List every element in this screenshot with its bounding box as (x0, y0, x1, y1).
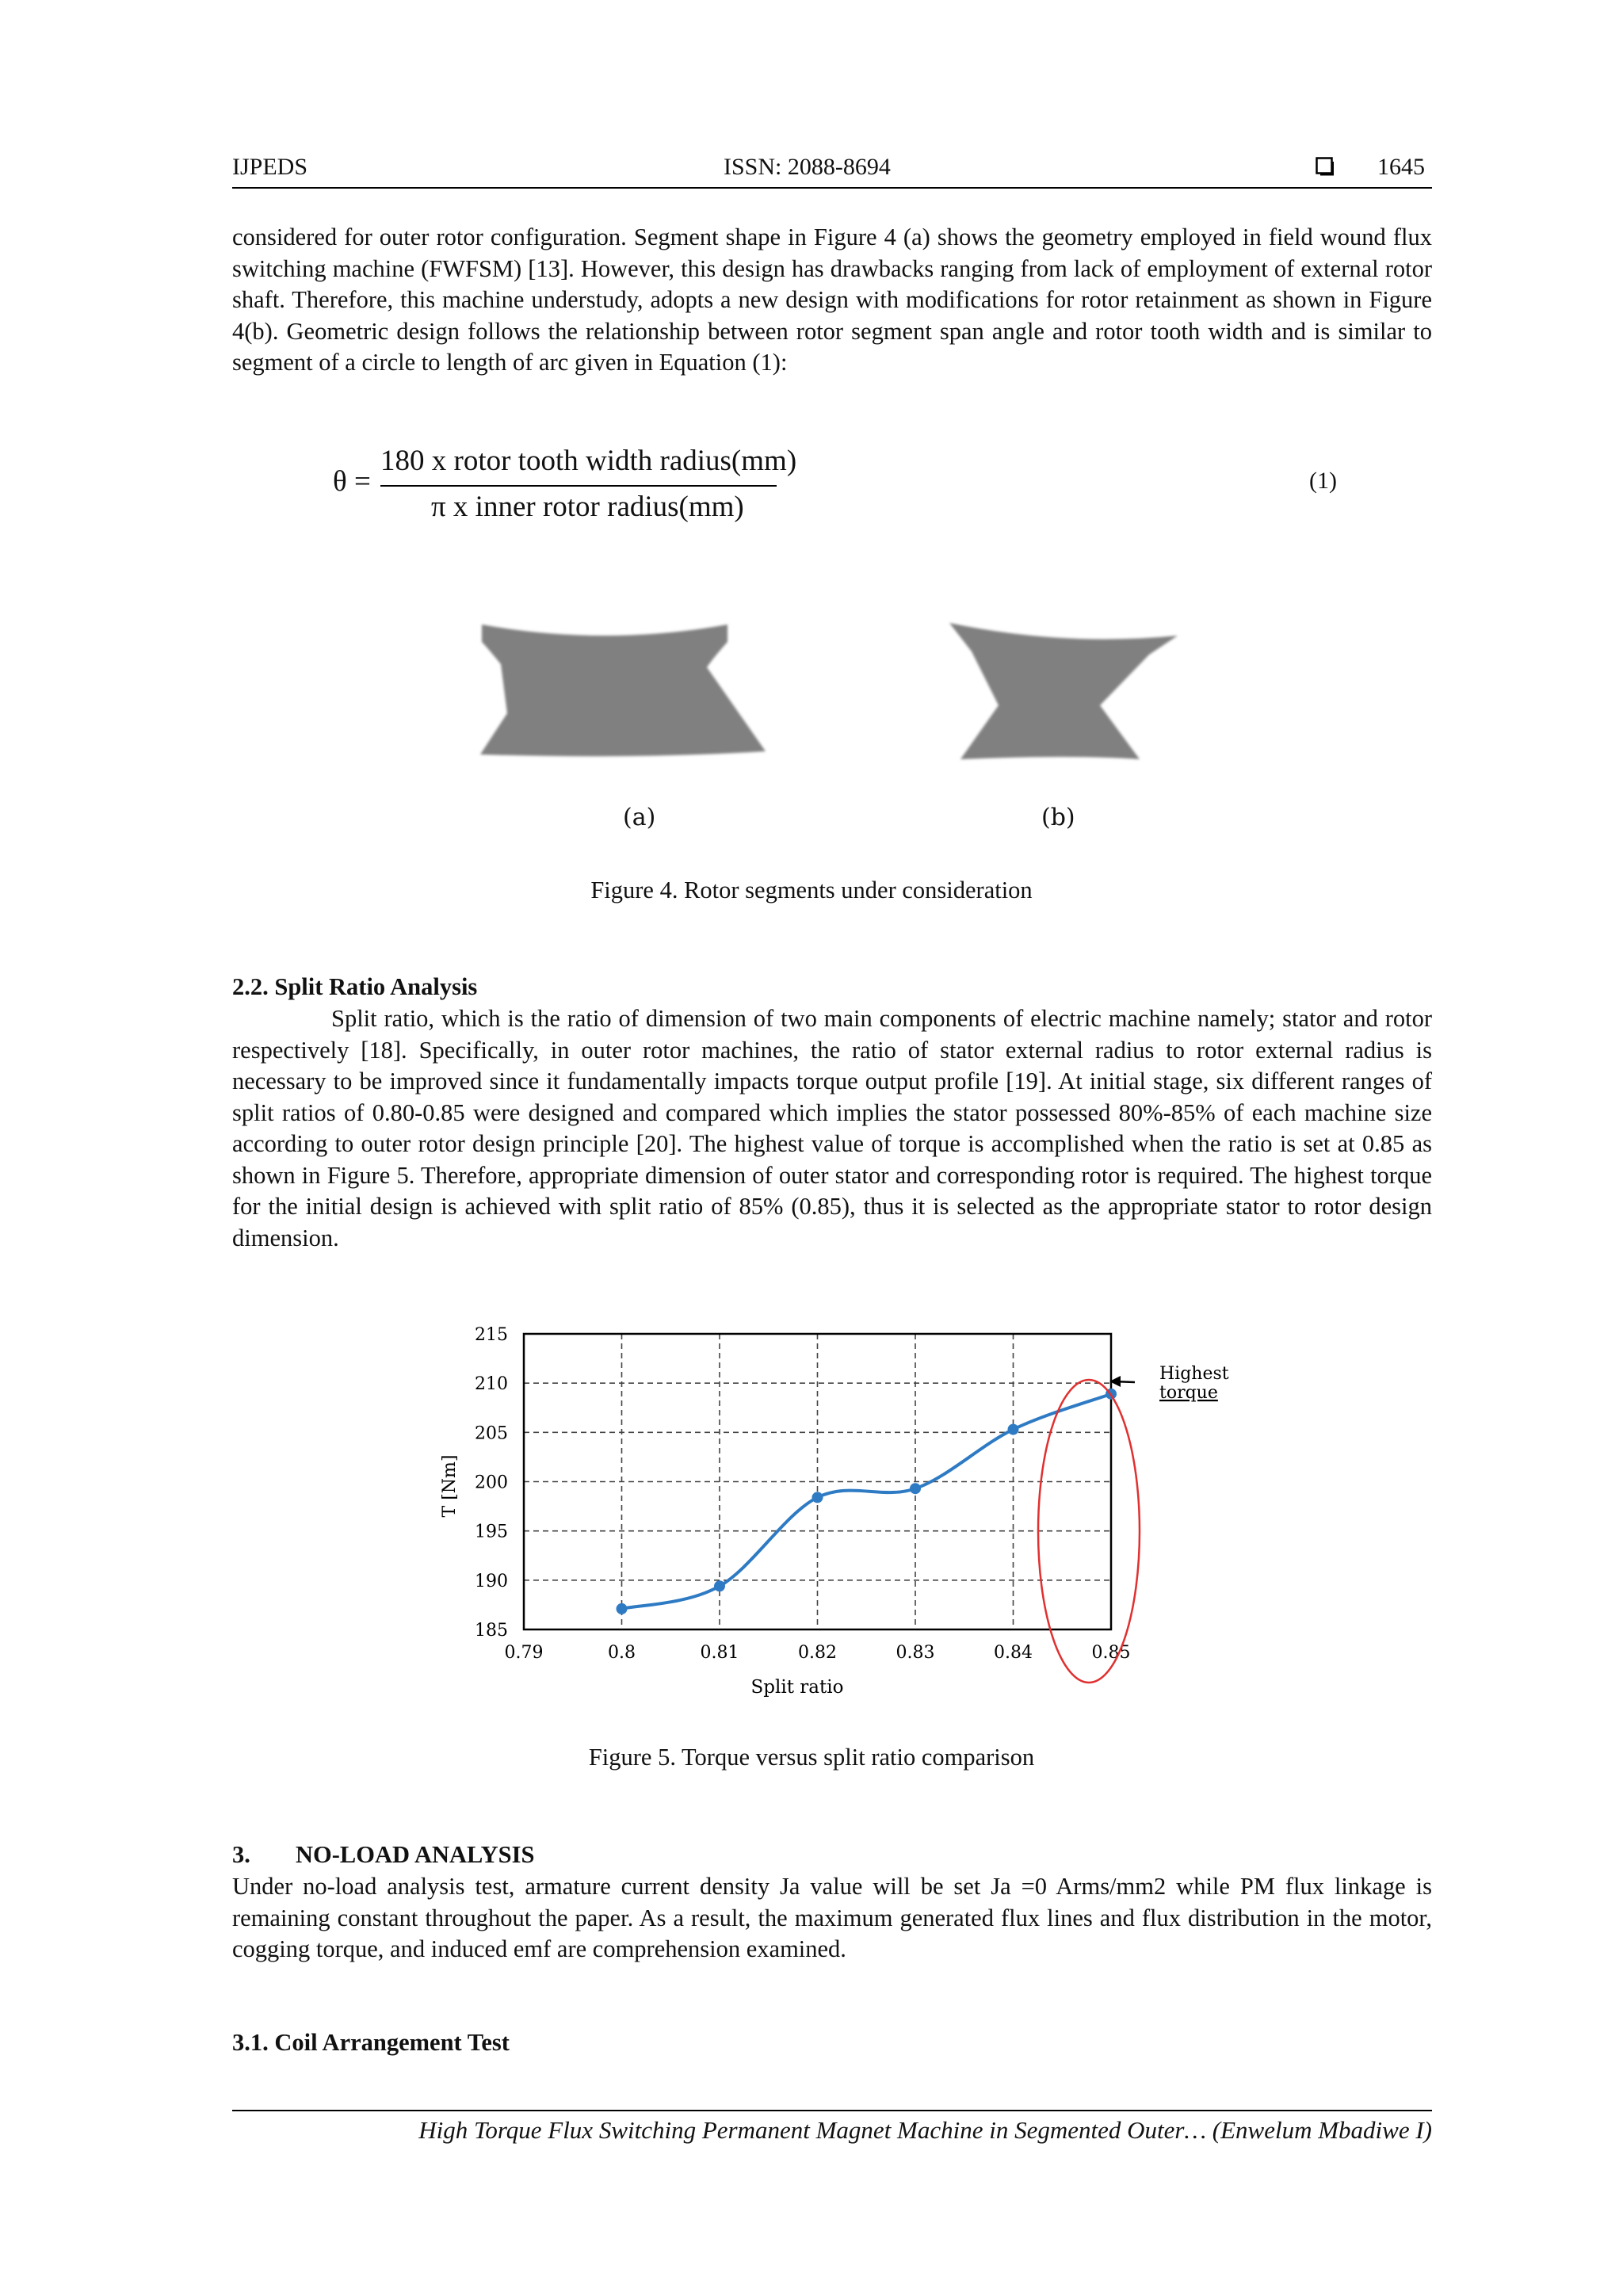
x-tick-label: 0.8 (608, 1643, 636, 1663)
y-tick-label: 200 (475, 1473, 508, 1493)
torque-chart (428, 1300, 1252, 1728)
section-3-1-heading: 3.1. Coil Arrangement Test (232, 2029, 510, 2056)
figure-4-shapes (460, 610, 1205, 777)
figure-4-caption: Figure 4. Rotor segments under consideration (590, 877, 1033, 904)
rotor-segment-a (480, 625, 766, 756)
footer-rule (232, 2110, 1432, 2111)
section-3-number: 3. (232, 1841, 250, 1868)
equation-lhs: θ = (333, 465, 371, 498)
equation-numerator: 180 x rotor tooth width radius(mm) (380, 445, 797, 477)
series-line (622, 1394, 1112, 1609)
issn: ISSN: 2088-8694 (724, 154, 891, 180)
y-tick-label: 190 (475, 1571, 508, 1591)
section-3-paragraph: Under no-load analysis test, armature current density Ja value will be set Ja =0 Arms/mm2 while PM flux linkage is remaining constant throughout the paper. As a result, the maximum generated flux lines and flux distribution in the motor, cogging torque, and induced emf are comprehension examined. (232, 1873, 1432, 1962)
x-tick-label: 0.82 (798, 1643, 837, 1663)
section-2-2-paragraph: Split ratio, which is the ratio of dimension of two main components of electric machine namely; stator and rotor respectively [18]. Specifically, in outer rotor machines, the ratio of stator external radius to rotor external radius is necessary to be improved since it fundamentally impacts torque output profile [19]. At initial stage, six different ranges of split ratios of 0.80-0.85 were designed and compared which implies the stator possessed 80%-85% of each machine size according to outer rotor design principle [20]. The highest value of torque is accomplished when the ratio is set at 0.85 as shown in Figure 5. Therefore, appropriate dimension of outer stator and corresponding rotor is required. The highest torque for the initial design is achieved with split ratio of 85% (0.85), thus it is selected as the appropriate stator to rotor design dimension. (232, 1005, 1432, 1251)
equation-denominator: π x inner rotor radius(mm) (431, 491, 744, 523)
y-tick-label: 195 (475, 1522, 508, 1542)
page-number: 1645 (1377, 154, 1425, 180)
annotation-line-1: Highest (1159, 1364, 1229, 1384)
figure-5-caption: Figure 5. Torque versus split ratio comparison (588, 1744, 1035, 1771)
box-icon (1316, 155, 1335, 174)
x-tick-label: 0.85 (1091, 1643, 1131, 1663)
annotation-line-2: torque (1159, 1383, 1218, 1403)
data-point (1008, 1424, 1019, 1435)
intro-paragraph: considered for outer rotor configuration. Segment shape in Figure 4 (a) shows the geometry employed in field wound flux switching machine (FWFSM) [13]. However, this design has drawbacks ranging from lack of employment of external rotor shaft. Therefore, this machine understudy, adopts a new design with modifications for rotor retainment as shown in Figure 4(b). Geometric design follows the relationship between rotor segment span angle and rotor tooth width and is similar to segment of a circle to length of arc given in Equation (1): (232, 223, 1432, 376)
x-axis-label: Split ratio (750, 1677, 844, 1698)
journal-name: IJPEDS (232, 154, 308, 180)
section-2-2-heading: 2.2. Split Ratio Analysis (232, 973, 478, 1000)
data-point (910, 1483, 921, 1494)
y-axis-label: T [Nm] (440, 1454, 460, 1518)
equation-number: (1) (1309, 468, 1337, 494)
y-tick-label: 215 (475, 1325, 508, 1345)
data-point (812, 1492, 823, 1503)
section-3-heading: NO-LOAD ANALYSIS (296, 1841, 535, 1868)
fraction-bar (380, 485, 777, 487)
footer-text: High Torque Flux Switching Permanent Magnet Machine in Segmented Outer… (Enwelum Mbadiwe I) (418, 2116, 1432, 2144)
y-tick-label: 185 (475, 1621, 508, 1641)
x-tick-label: 0.84 (994, 1643, 1033, 1663)
x-tick-label: 0.83 (896, 1643, 935, 1663)
figure-4b-label: (b) (1041, 804, 1075, 831)
figure-4a-label: (a) (623, 804, 656, 831)
header-rule (232, 187, 1432, 189)
data-point (617, 1603, 628, 1614)
y-tick-label: 205 (475, 1423, 508, 1444)
x-tick-label: 0.81 (700, 1643, 739, 1663)
data-point (714, 1580, 725, 1591)
equation-1 (333, 444, 1363, 539)
y-tick-label: 210 (475, 1374, 508, 1395)
rotor-segment-b (949, 623, 1178, 759)
x-tick-label: 0.79 (504, 1643, 544, 1663)
